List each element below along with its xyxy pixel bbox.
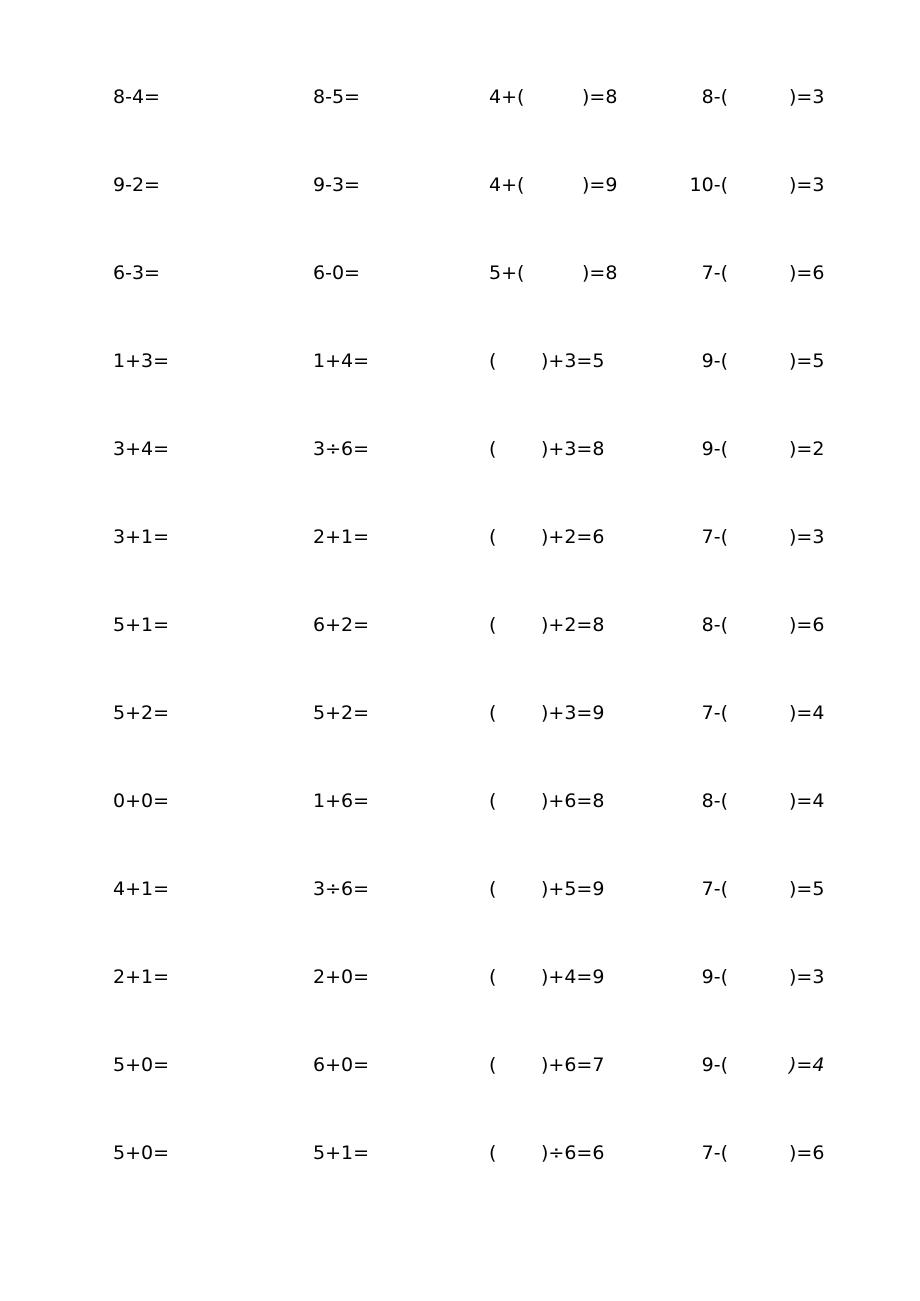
problem-col4-left: 7-( [701, 1142, 728, 1164]
problem-col2: 5+1= [313, 1142, 370, 1164]
problem-col4-right: )=4 [789, 702, 825, 724]
problem-col3-left: 4+( [489, 174, 525, 196]
problem-col4-left: 9-( [701, 350, 728, 372]
problem-col3-left: ( [489, 1054, 497, 1076]
problem-col4-right: )=3 [789, 526, 825, 548]
problem-col4-right: )=5 [789, 350, 825, 372]
problem-col3-right: )=8 [582, 86, 618, 108]
problem-col4-right: )=6 [789, 262, 825, 284]
problem-col1: 3+1= [113, 526, 170, 548]
problem-col4-left: 9-( [701, 966, 728, 988]
problem-row [0, 522, 920, 552]
problem-col2: 3÷6= [313, 878, 370, 900]
problem-col3-right: )=9 [582, 174, 618, 196]
problem-col3-right: )+5=9 [541, 878, 605, 900]
problem-col2: 6+0= [313, 1054, 370, 1076]
problem-col1: 5+0= [113, 1054, 170, 1076]
problem-col4-left: 7-( [701, 262, 728, 284]
problem-col1: 6-3= [113, 262, 160, 284]
problem-col3-left: 5+( [489, 262, 525, 284]
problem-col3-left: ( [489, 966, 497, 988]
problem-col4-right: )=3 [789, 174, 825, 196]
problem-col3-right: )+6=7 [541, 1054, 605, 1076]
problem-col3-left: ( [489, 878, 497, 900]
problem-col3-right: )+3=8 [541, 438, 605, 460]
problem-col3-left: ( [489, 702, 497, 724]
problem-col4-left: 7-( [701, 702, 728, 724]
problem-col3-right: )+3=5 [541, 350, 605, 372]
problem-col3-right: )=8 [582, 262, 618, 284]
problem-col3-left: ( [489, 1142, 497, 1164]
problem-row [0, 346, 920, 376]
problem-col1: 5+0= [113, 1142, 170, 1164]
problem-col4-left: 9-( [701, 438, 728, 460]
problem-col3-left: ( [489, 438, 497, 460]
problem-col3-right: )+3=9 [541, 702, 605, 724]
problem-col1: 4+1= [113, 878, 170, 900]
problem-col4-right: )=3 [789, 966, 825, 988]
problem-col3-right: )+2=6 [541, 526, 605, 548]
problem-col2: 8-5= [313, 86, 360, 108]
problem-col3-right: )+2=8 [541, 614, 605, 636]
problem-col2: 6-0= [313, 262, 360, 284]
problem-col3-right: )÷6=6 [541, 1142, 605, 1164]
problem-col1: 2+1= [113, 966, 170, 988]
problem-row [0, 434, 920, 464]
problem-row [0, 1050, 920, 1080]
problem-col3-left: ( [489, 350, 497, 372]
problem-col4-left: 7-( [701, 878, 728, 900]
problem-col4-left: 10-( [689, 174, 728, 196]
problem-col1: 0+0= [113, 790, 170, 812]
problem-col2: 1+6= [313, 790, 370, 812]
problem-col4-left: 8-( [701, 790, 728, 812]
problem-row [0, 258, 920, 288]
problem-row [0, 82, 920, 112]
problem-col1: 8-4= [113, 86, 160, 108]
problem-col2: 3÷6= [313, 438, 370, 460]
problem-col1: 3+4= [113, 438, 170, 460]
problem-col2: 9-3= [313, 174, 360, 196]
problem-col1: 1+3= [113, 350, 170, 372]
problem-col4-right: )=3 [789, 86, 825, 108]
problem-col3-left: ( [489, 790, 497, 812]
problem-col4-right: )=2 [789, 438, 825, 460]
problem-col3-left: ( [489, 614, 497, 636]
problem-col4-left: 9-( [701, 1054, 728, 1076]
problem-col3-left: ( [489, 526, 497, 548]
problem-col3-right: )+6=8 [541, 790, 605, 812]
problem-col1: 9-2= [113, 174, 160, 196]
problem-col4-left: 8-( [701, 86, 728, 108]
problem-row [0, 170, 920, 200]
problem-col2: 5+2= [313, 702, 370, 724]
problem-col4-left: 7-( [701, 526, 728, 548]
problem-row [0, 1138, 920, 1168]
problem-col3-right: )+4=9 [541, 966, 605, 988]
problem-col4-left: 8-( [701, 614, 728, 636]
problem-col4-right: )=4 [789, 790, 825, 812]
problem-col3-left: 4+( [489, 86, 525, 108]
problem-col1: 5+2= [113, 702, 170, 724]
problem-row [0, 786, 920, 816]
problem-row [0, 962, 920, 992]
problem-row [0, 698, 920, 728]
problem-col4-right: )=5 [789, 878, 825, 900]
problem-col4-right: )=6 [789, 1142, 825, 1164]
problem-col2: 1+4= [313, 350, 370, 372]
problem-col2: 2+0= [313, 966, 370, 988]
problem-col4-right: )=6 [789, 614, 825, 636]
problem-col1: 5+1= [113, 614, 170, 636]
problem-row [0, 874, 920, 904]
problem-col2: 2+1= [313, 526, 370, 548]
problem-col4-right: )=4 [789, 1054, 825, 1076]
problem-col2: 6+2= [313, 614, 370, 636]
problem-row [0, 610, 920, 640]
